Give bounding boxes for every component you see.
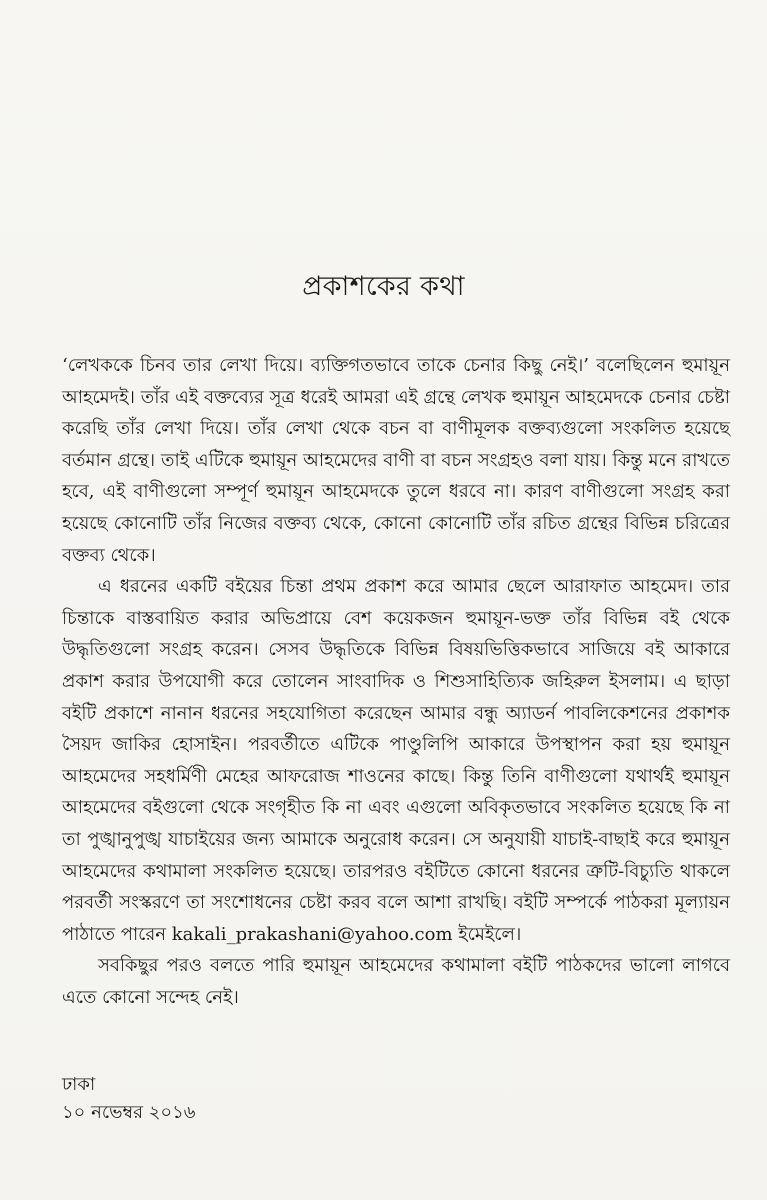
paragraph-3: সবকিছুর পরও বলতে পারি হুমায়ূন আহমেদের কথামালা বইটি পাঠকদের ভালো লাগবে এতে কোনো সন্দেহ নেই। (62, 955, 730, 1008)
paragraph-2: এ ধরনের একটি বইয়ের চিন্তা প্রথম প্রকাশ করে আমার ছেলে আরাফাত আহমেদ। তার চিন্তাকে বাস্তবায়িত করার অভিপ্রায়ে বেশ কয়েকজন হুমায়ূন-ভক্ত তাঁর বিভিন্ন বই থেকে উদ্ধৃতিগুলো সংগ্রহ করেন। সেসব উদ্ধৃতিকে বিভিন্ন বিষয়ভিত্তিকভাবে সাজিয়ে বই আকারে প্রকাশ করার উপযোগী করে তোলেন সাংবাদিক ও শিশুসাহিত্যিক জহিরুল ইসলাম। এ ছাড়া বইটি প্রকাশে নানান ধরনের সহযোগিতা করেছেন আমার বন্ধু অ্যাডর্ন পাবলিকেশনের প্রকাশক সৈয়দ জাকির হোসাইন। পরবর্তীতে এটিকে পাণ্ডুলিপি আকারে উপস্থাপন করা হয় হুমায়ূন আহমেদের সহধর্মিণী মেহের আফরোজ শাওনের কাছে। কিন্তু তিনি বাণীগুলো যথার্থই হুমায়ূন আহমেদের বইগুলো থেকে সংগৃহীত কি না এবং এগুলো অবিকৃতভাবে সংকলিত হয়েছে কি না তা পুঙ্খানুপুঙ্খ যাচাইয়ের জন্য আমাকে অনুরোধ করেন। সে অনুযায়ী যাচাই-বাছাই করে হুমায়ূন আহমেদের কথামালা সংকলিত হয়েছে। তারপরও বইটিতে কোনো ধরনের ত্রুটি-বিচ্যুতি থাকলে পরবর্তী সংস্করণে তা সংশোধনের চেষ্টা করব বলে আশা রাখছি। বইটি সম্পর্কে পাঠকরা মূল্যায়ন পাঠাতে পারেন kakali_prakashani@yahoo.com ইমেইলে। (62, 576, 730, 945)
page-title: প্রকাশকের কথা (302, 271, 465, 302)
signature-date: ১০ নভেম্বর ২০১৬ (62, 1102, 196, 1123)
preface-body (62, 350, 730, 1013)
paragraph-1: ‘লেখককে চিনব তার লেখা দিয়ে। ব্যক্তিগতভাবে তাকে চেনার কিছু নেই।’ বলেছিলেন হুমায়ূন আহমেদই। তাঁর এই বক্তব্যের সূত্র ধরেই আমরা এই গ্রন্থে লেখক হুমায়ূন আহমেদকে চেনার চেষ্টা করেছি তাঁর লেখা দিয়ে। তাঁর লেখা থেকে বচন বা বাণীমূলক বক্তব্যগুলো সংকলিত হয়েছে বর্তমান গ্রন্থে। তাই এটিকে হুমায়ূন আহমেদের বাণী বা বচন সংগ্রহও বলা যায়। কিন্তু মনে রাখতে হবে, এই বাণীগুলো সম্পূর্ণ হুমায়ূন আহমেদকে তুলে ধরবে না। কারণ বাণীগুলো সংগ্রহ করা হয়েছে কোনোটি তাঁর নিজের বক্তব্য থেকে, কোনো কোনোটি তাঁর রচিত গ্রন্থের বিভিন্ন চরিত্রের বক্তব্য থেকে। (62, 355, 730, 566)
signature-place: ঢাকা (62, 1074, 96, 1095)
